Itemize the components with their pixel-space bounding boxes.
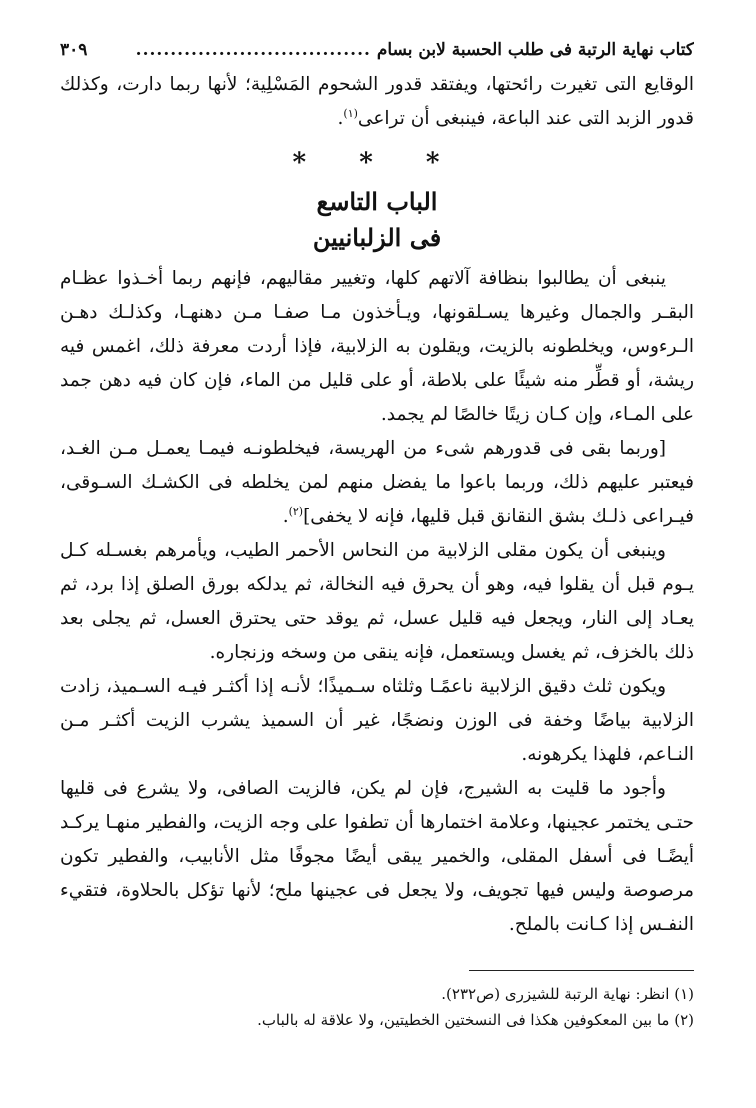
paragraph-text: وأجود ما قليت به الشيرج، فإن لم يكن، فالزيت الصافى، ولا يشرع فى قليها حتـى يختمر عجينها، وعلامة اختمارها أن تطفوا على وجه الزيت، والفطير منهـا يركـد أيضًـا فى أسفل المقلى، والخمير يبقى أيضًا مجوفًا مثل الأنابيب، والفطير تكون مرصوصة وليس فيها تجويف، ولا يجعل فى عجينها ملح؛ لأنها تؤكل بالحلاوة، فتقيء النفـس إذا كـانت بالملح.	[60, 778, 694, 935]
paragraph-5	[60, 772, 694, 942]
paragraph-4	[60, 670, 694, 772]
paragraph-text: وينبغى أن يكون مقلى الزلابية من النحاس الأحمر الطيب، ويأمرهم بغسـله كـل يـوم قبل أن يقلوا فيه، وهو أن يحرق فيه النخالة، ثم يدلكه بورق الصلق إذا برد، ثم يعـاد إلى النار، ويجعل فيه قليل عسل، ثم يوقد حتى يحترق العسل، ثم يجلى بعد ذلك بالخزف، ثم يغسل ويستعمل، فإنه ينقى من وسخه وزنجاره.	[60, 540, 694, 663]
chapter-subtitle: فى الزلبانيين	[312, 223, 442, 252]
footnote-ref-1: (١)	[343, 106, 358, 120]
paragraph-text: ينبغى أن يطالبوا بنظافة آلاتهم كلها، وتغيير مقاليهم، فإنهم ربما أخـذوا عظـام البقـر والجمال وغيرها يسـلقونها، ويـأخذون مـا صفـا مـن دهنهـا، وكذلـك دهـن الـرءوس، ويخلطونه بالزيت، ويقلون به الزلابية، فإذا أردت معرفة ذلك، اغمس فيه ريشة، أو قطِّر منه شيئًا على بلاطة، أو على قليل من الماء، فإن كان فيه دهن جمد على المـاء، وإن كـان زيتًا خالصًا لم يجمد.	[60, 268, 694, 425]
header-title: كتاب نهاية الرتبة فى طلب الحسبة لابن بسام	[376, 40, 694, 60]
paragraph-tail: .	[282, 506, 289, 527]
paragraph-3	[60, 534, 694, 670]
continued-text: الوقايع التى تغيرت رائحتها، ويفتقد قدور الشحوم المَسْلِية؛ لأنها ربما دارت، وكذلك قدور الزبد التى عند الباعة، فينبغى أن تراعى	[60, 74, 694, 129]
continued-tail: .	[337, 108, 344, 129]
paragraph-1	[60, 262, 694, 432]
running-header	[60, 36, 694, 64]
page-number: ٣٠٩	[60, 40, 88, 60]
footnote-1: (١) انظر: نهاية الرتبة للشيزرى (ص٢٣٢).	[441, 985, 694, 1003]
paragraph-text: ويكون ثلث دقيق الزلابية ناعمًـا وثلثاه سـميذًا؛ لأنـه إذا أكثـر فيـه السـميذ، زادت الزلابية بياضًا وخفة فى الوزن ونضجًا، غير أن السميذ يشرب الزيت أكثـر مـن النـاعم، فلهذا يكرهونه.	[60, 676, 694, 765]
chapter-title: الباب التاسع	[316, 187, 438, 216]
paragraph-2	[60, 432, 694, 534]
footnote-rule	[469, 970, 694, 971]
footnote-2: (٢) ما بين المعكوفين هكذا فى النسختين الخطيتين، ولا علاقة له بالباب.	[257, 1011, 694, 1029]
paragraph-text: [وربما بقى فى قدورهم شىء من الهريسة، فيخلطونـه فيمـا يعمـل مـن الغـد، فيعتبر عليهم ذلك، وربما باعوا ما يفضل منهم لمن يخلطه فى الكشـك السـوقى، فيـراعى ذلـك بشق النقانق قبل قليها، فإنه لا يخفى]	[60, 438, 694, 527]
header-dot-leader: ..................................	[135, 40, 371, 60]
footnote-ref-2: (٢)	[288, 504, 304, 518]
section-separator: * * *	[292, 148, 462, 178]
continued-paragraph	[60, 68, 694, 136]
